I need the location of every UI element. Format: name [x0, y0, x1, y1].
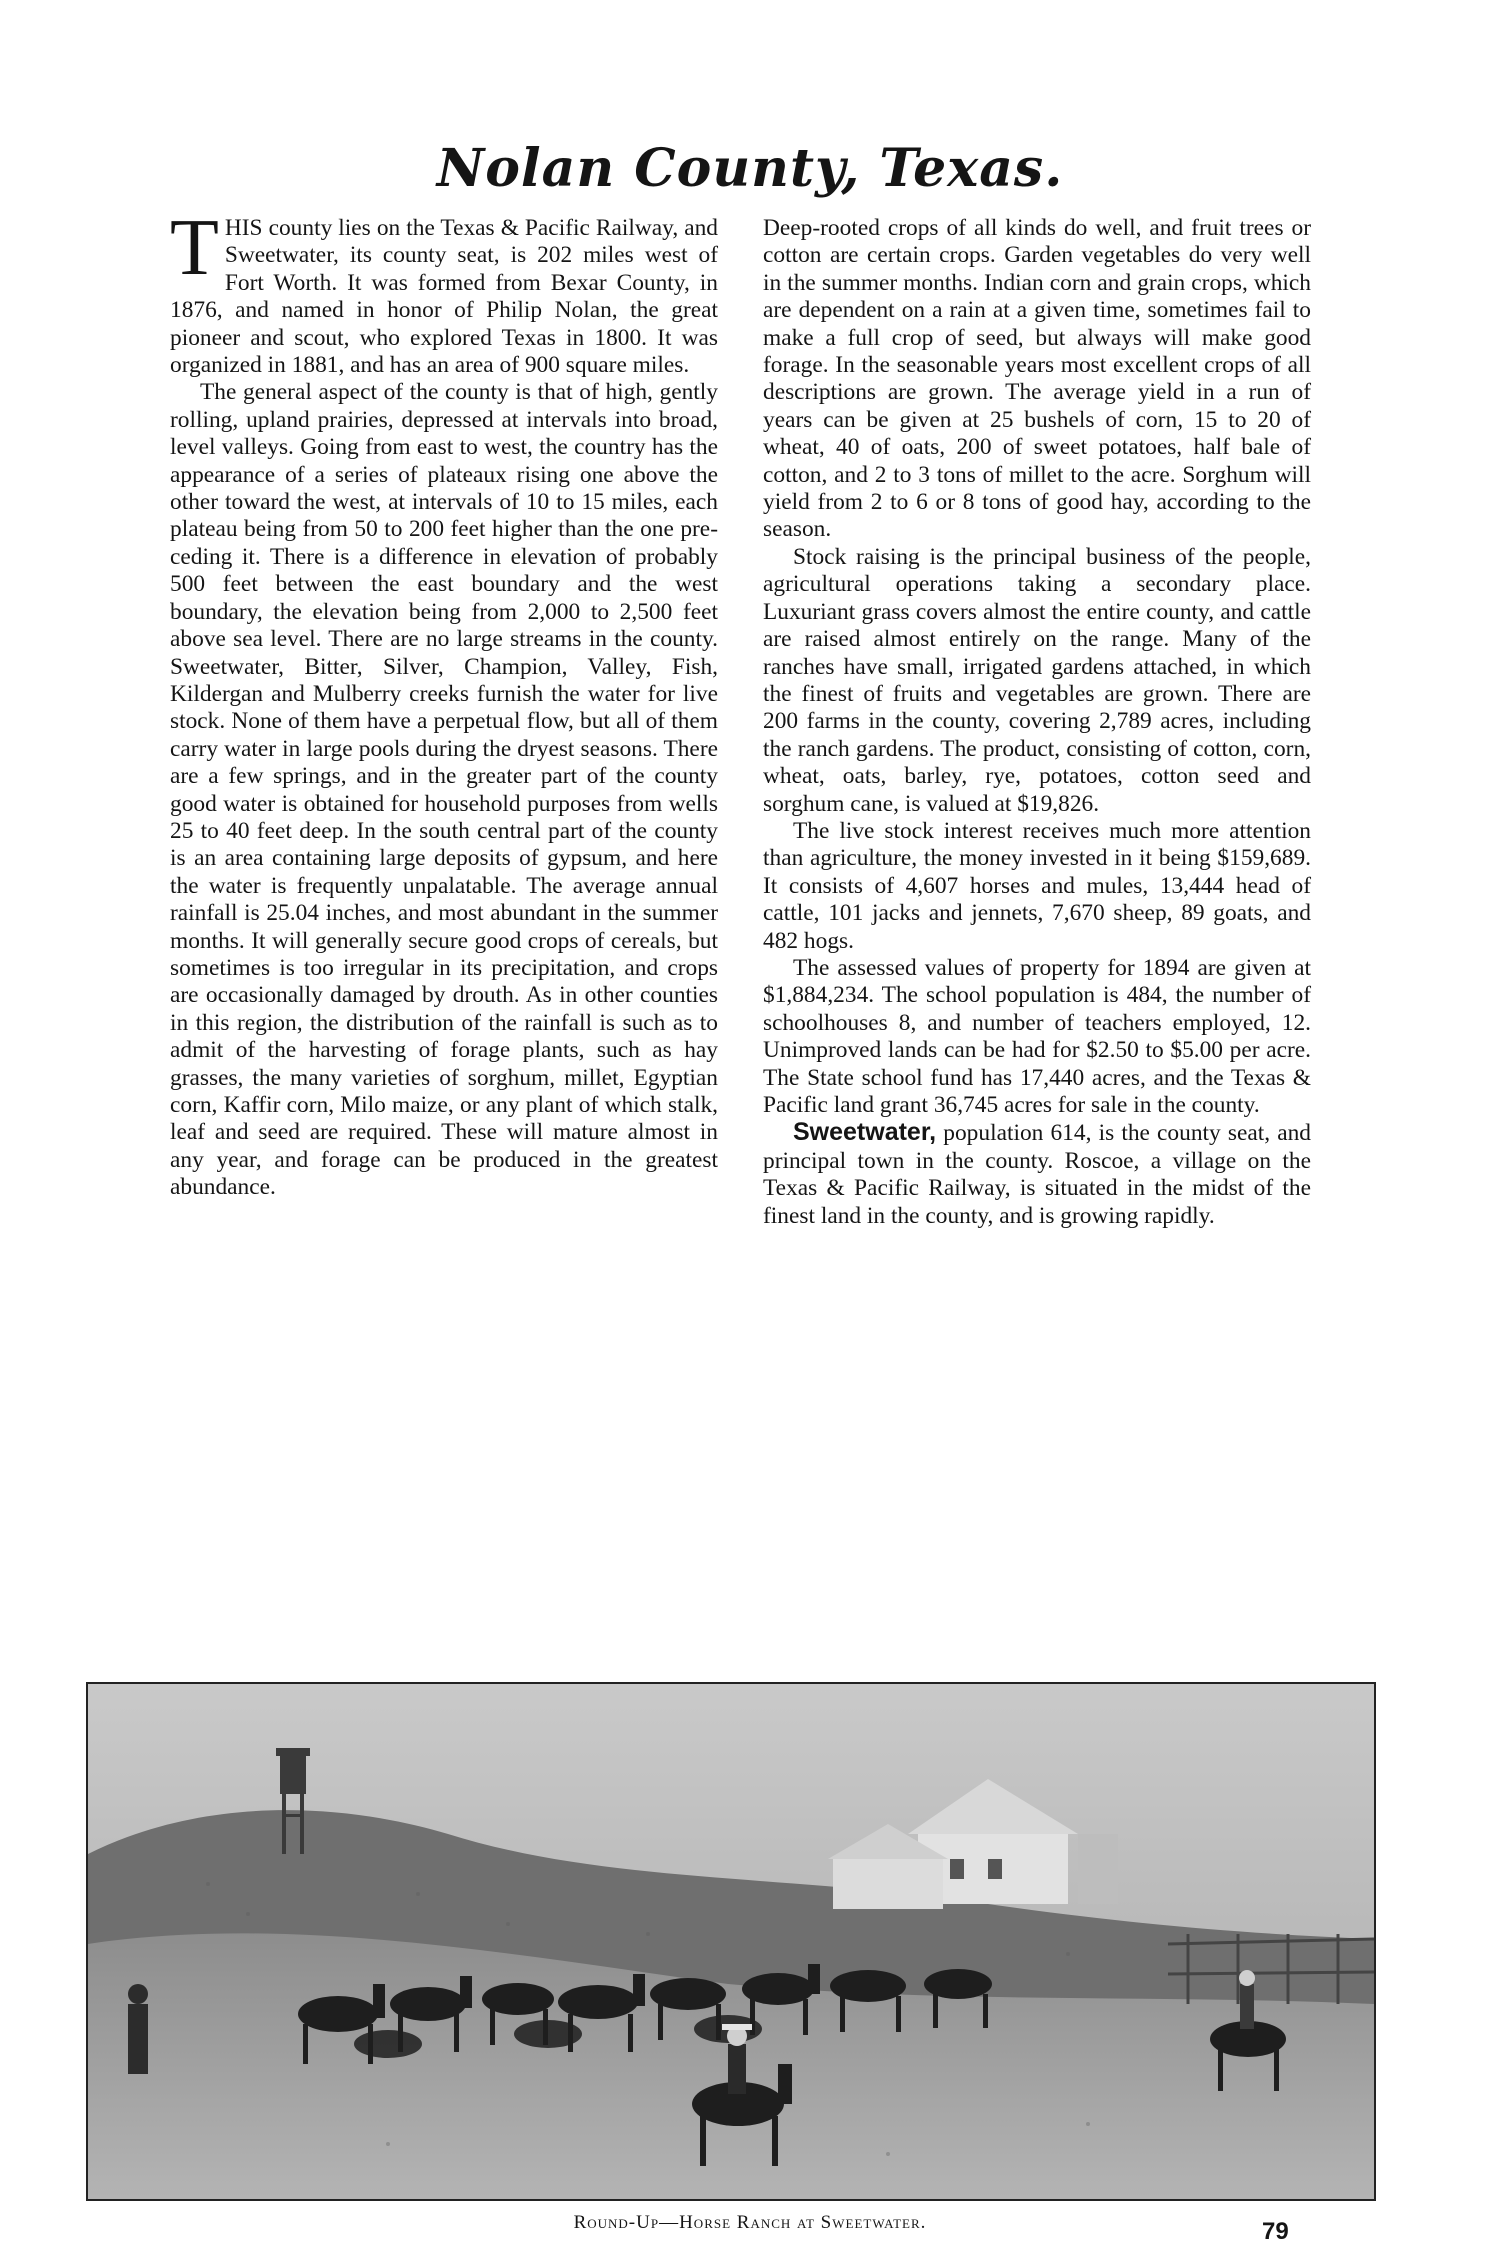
paragraph-assessed-values: The assessed values of property for 1894 are given at $1,884,234. The school population is 484, the number of schoolhouses 8, and number of teachers employed, 12. Unimproved lands can be had for $2.50 to $5.00 per acre. The State school fund has 17,440 acres, and the Texas & Pacific land grant 36,745 acres for sale in the county. [763, 954, 1311, 1118]
paragraph-intro [170, 204, 718, 379]
ranch-photo [86, 1682, 1376, 2201]
paragraph-sweetwater [763, 1119, 1311, 1230]
left-column [170, 204, 718, 1202]
paragraph-sweetwater-text: population 614, is the county seat, and principal town in the county. Roscoe, a village on the Texas & Pacific Railway, is situated in the midst of the finest land in the county, and is growing rapidly. [763, 1120, 1311, 1229]
paragraph-intro-text: HIS county lies on the Texas & Pacific Railway, and Sweetwater, its county seat, is 202 miles west of Fort Worth. It was formed from Bexar County, in 1876, and named in honor of Philip Nolan, the great pioneer and scout, who explored Texas in 1800. It was organized in 1881, and has an area of 900 square miles. [170, 215, 718, 379]
photo-caption: Round-Up—Horse Ranch at Sweetwater. [573, 2212, 927, 2233]
right-column [763, 215, 1311, 1230]
drop-cap: T [170, 204, 219, 292]
paragraph-stock-raising: Stock raising is the principal business of the people, agricultural operations taking a secondary place. Luxuriant grass covers almost the entire county, and cattle are raised almost entirely on the range. Many of the ranches have small, irrigated gardens attached, in which the finest of fruits and vegetables are grown. There are 200 farms in the county, covering 2,789 acres, including the ranch gardens. The product, consisting of cotton, corn, wheat, oats, barley, rye, potatoes, cotton seed and sorghum cane, is valued at $19,826. [763, 543, 1311, 817]
page-title: Nolan County, Texas. [436, 138, 1064, 199]
ranch-photo-illustration [88, 1684, 1374, 2199]
page-number: 79 [1262, 2218, 1289, 2245]
sweetwater-lead: Sweetwater, [793, 1118, 937, 1147]
paragraph-crops: Deep-rooted crops of all kinds do well, and fruit trees or cotton are certain crops. Garden vegetables do very well in the summer months. Indian corn and grain crops, which are dependent on a rain at a given time, sometimes fail to make a full crop of seed, but always will make good forage. In the seasonable years most excellent crops of all descriptions are grown. The average yield in a run of years can be given at 25 bushels of corn, 15 to 20 of wheat, 40 of oats, 200 of sweet potatoes, half bale of cotton, and 2 to 3 tons of millet to the acre. Sorghum will yield from 2 to 6 or 8 tons of good hay, according to the season. [763, 215, 1311, 543]
paragraph-general-aspect: The general aspect of the county is that of high, gently rolling, upland prairies, depressed at intervals into broad, level valleys. Going from east to west, the country has the appearance of a series of plateaux rising one above the other toward the west, at intervals of 10 to 15 miles, each plateau being from 50 to 200 feet higher than the one preceding it. There is a difference in elevation of probably 500 feet between the east boundary and the west boundary, the elevation being from 2,000 to 2,500 feet above sea level. There are no large streams in the county. Sweetwater, Bitter, Silver, Champion, Valley, Fish, Kildergan and Mulberry creeks furnish the water for live stock. None of them have a perpetual flow, but all of them carry water in large pools during the dryest seasons. There are a few springs, and in the greater part of the county good water is obtained for household purposes from wells 25 to 40 feet deep. In the south central part of the county is an area containing large deposits of gypsum, and here the water is frequently unpalatable. The average annual rainfall is 25.04 inches, and most abundant in the summer months. It will generally secure good crops of cereals, but sometimes is too irregular in its precipitation, and crops are occasionally damaged by drouth. As in other counties in this region, the distribution of the rainfall is such as to admit of the harvesting of forage plants, such as hay grasses, the many varieties of sorghum, millet, Egyptian corn, Kaffir corn, Milo maize, or any plant of which stalk, leaf and seed are required. These will mature almost in any year, and forage can be produced in the greatest abundance. [170, 379, 718, 1201]
paragraph-live-stock: The live stock interest receives much more attention than agriculture, the money invested in it being $159,689. It consists of 4,607 horses and mules, 13,444 head of cattle, 101 jacks and jennets, 7,670 sheep, 89 goats, and 482 hogs. [763, 817, 1311, 954]
